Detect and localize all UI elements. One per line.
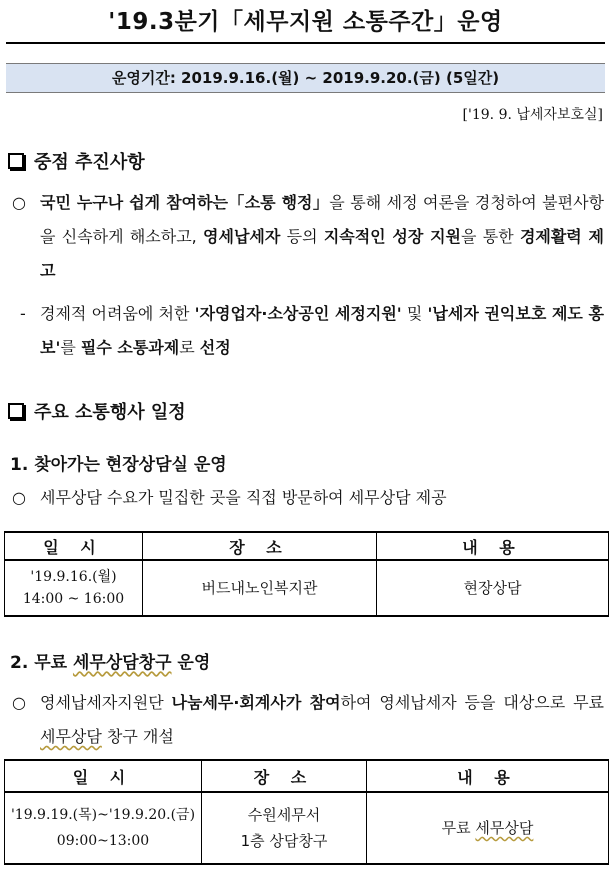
priority-subparagraph xyxy=(20,297,604,365)
content-cell xyxy=(367,792,609,864)
text-run: 및 xyxy=(401,304,428,323)
datetime-cell xyxy=(5,792,202,864)
text-emphasis: 경제활력 제고 xyxy=(40,227,604,280)
column-header-datetime: 일 시 xyxy=(5,532,143,560)
section-heading-schedule xyxy=(6,398,186,424)
circle-bullet-icon: ○ xyxy=(12,693,26,712)
dash-bullet: - xyxy=(20,304,26,323)
item2-title xyxy=(10,648,210,673)
section-heading-text: 주요 소통행사 일정 xyxy=(34,402,186,423)
page-title: '19.3분기「세무지원 소통주간」운영 xyxy=(6,4,605,44)
text-run: 세무상담 xyxy=(40,727,102,746)
date-text: '19.9.19.(목)~'19.9.20.(금) xyxy=(10,807,196,823)
operation-period-banner: 운영기간: 2019.9.16.(월) ~ 2019.9.20.(금) (5일간) xyxy=(6,63,605,93)
text-run: 무료 xyxy=(441,819,476,837)
text-emphasis: '납세자 권익보호 제도 홍보' xyxy=(40,304,604,357)
item1-description-text: 세무상담 수요가 밀집한 곳을 직접 방문하여 세무상담 제공 xyxy=(40,488,447,507)
department-date: ['19. 9. 납세자보호실] xyxy=(462,107,603,123)
text-run: 운영 xyxy=(171,653,211,673)
priority-paragraph xyxy=(12,186,604,288)
text-run: 세무상담 xyxy=(475,819,534,837)
text-run: 2. 무료 xyxy=(10,653,73,673)
text-run: 영세납세자지원단 xyxy=(40,693,172,712)
checkbox-square-icon xyxy=(8,403,24,419)
place-cell: 버드내노인복지관 xyxy=(143,560,377,616)
item2-description xyxy=(12,686,604,754)
onsite-consultation-table xyxy=(4,531,609,617)
text-run: 을 통한 xyxy=(461,227,520,246)
text-emphasis: 나눔세무·회계사가 참여 xyxy=(171,693,341,712)
content-cell: 현장상담 xyxy=(377,560,609,616)
text-run: 을 통해 세정 여론을 경청하여 불편사항을 신속하게 해소하고, xyxy=(40,193,605,246)
text-emphasis: 선정 xyxy=(199,338,231,357)
text-emphasis: 국민 누구나 쉽게 참여하는「소통 행정」 xyxy=(40,193,330,212)
time-text: 14:00 ~ 16:00 xyxy=(22,591,125,607)
column-header-datetime: 일 시 xyxy=(5,760,202,792)
time-text: 09:00~13:00 xyxy=(56,833,150,849)
column-header-place: 장 소 xyxy=(202,760,367,792)
column-header-content: 내 용 xyxy=(367,760,609,792)
date-text: '19.9.16.(월) xyxy=(30,569,117,585)
text-run: 창구 개설 xyxy=(101,727,174,746)
text-run: 하여 영세납세자 등을 대상으로 무료 xyxy=(340,693,605,712)
text-emphasis: 필수 소통과제 xyxy=(80,338,180,357)
circle-bullet-icon: ○ xyxy=(12,488,26,507)
text-run: 세무상담창구 xyxy=(72,653,172,673)
checkbox-square-icon xyxy=(8,153,24,169)
text-run: 등의 xyxy=(280,227,324,246)
column-header-place: 장 소 xyxy=(143,532,377,560)
item1-title: 1. 찾아가는 현장상담실 운영 xyxy=(10,455,227,475)
place-cell xyxy=(202,792,367,864)
section-heading-priorities xyxy=(6,148,145,174)
text-emphasis: 지속적인 성장 지원 xyxy=(323,227,461,246)
place-line: 1층 상담창구 xyxy=(240,832,328,850)
column-header-content: 내 용 xyxy=(377,532,609,560)
datetime-cell xyxy=(5,560,143,616)
free-consultation-table xyxy=(4,759,609,865)
circle-bullet-icon: ○ xyxy=(12,193,26,212)
text-run: 경제적 어려움에 처한 xyxy=(40,304,195,323)
text-emphasis: 영세납세자 xyxy=(203,227,281,246)
text-run: 를 xyxy=(60,338,81,357)
table-row xyxy=(5,560,609,616)
text-run: 로 xyxy=(179,338,200,357)
table-row xyxy=(5,792,609,864)
text-emphasis: '자영업자·소상공인 세정지원' xyxy=(194,304,402,323)
section-heading-text: 중점 추진사항 xyxy=(34,152,145,173)
place-line: 수원세무서 xyxy=(247,806,321,824)
item1-description xyxy=(12,481,604,515)
